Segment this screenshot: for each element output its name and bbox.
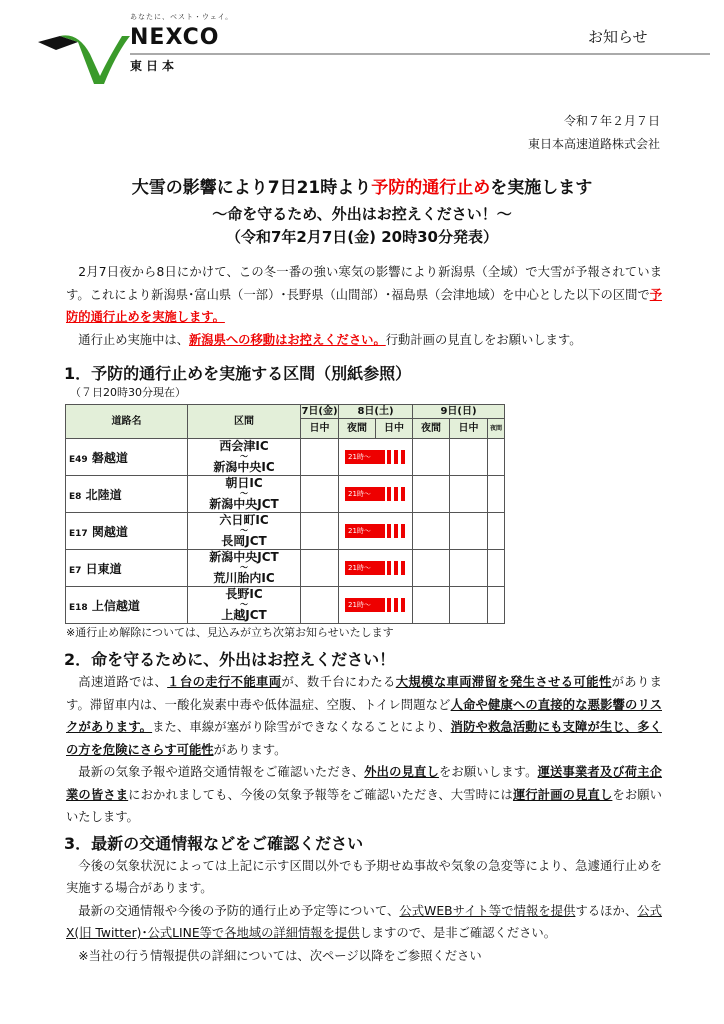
- closure-tick: [387, 450, 391, 464]
- as-of-note: （７日20時30分現在）: [70, 386, 186, 399]
- closure-tick: [394, 524, 398, 538]
- section-from: 朝日IC: [225, 476, 263, 490]
- table-row: [66, 513, 505, 550]
- title-highlight: 予防的通行止め: [371, 178, 491, 198]
- table-row: [66, 587, 505, 624]
- subtitle-line2: （令和7年2月7日(金) 20時30分発表）: [226, 228, 498, 246]
- section-cell: [188, 587, 301, 624]
- emphasized-text: 新潟県への移動はお控えください。: [188, 332, 386, 347]
- section3-paragraph: [66, 945, 662, 968]
- period-cell: [413, 439, 450, 476]
- body-text: また、車線が塞がり除雪ができなくなることにより、: [152, 720, 451, 734]
- intro-paragraph: [66, 261, 662, 329]
- section-cell: [188, 476, 301, 513]
- closure-tick: [401, 524, 405, 538]
- section-from: 六日町IC: [219, 513, 269, 527]
- closure-bar: 21時～: [345, 561, 385, 575]
- body-text: するほか、: [575, 903, 638, 918]
- road-cell: [66, 476, 188, 513]
- tilde: ～: [240, 526, 248, 535]
- tilde: ～: [240, 600, 248, 609]
- period-header: 夜間: [339, 419, 376, 439]
- road-name: 日東道: [85, 561, 122, 576]
- emphasized-text: 人命や健康への直接的な悪影響のリスクがあります。: [66, 697, 662, 734]
- road-cell: [66, 439, 188, 476]
- tilde: ～: [240, 489, 248, 498]
- period-cell: [450, 476, 488, 513]
- section-to: 荒川胎内IC: [213, 571, 275, 585]
- section-cell: [188, 550, 301, 587]
- period-header: 日中: [376, 419, 413, 439]
- table-row: [66, 550, 505, 587]
- body-text: におかれましても、今後の気象予報等をご確認いただき、大雪時には: [128, 787, 513, 802]
- period-cell: [450, 439, 488, 476]
- closure-bar: 21時～: [345, 598, 385, 612]
- body-text: 行動計画の見直しをお願いします。: [385, 332, 582, 347]
- body-text: が、数千台にわたる: [281, 675, 396, 689]
- period-cell: [450, 513, 488, 550]
- emphasized-text: 外出の見直し: [364, 765, 439, 779]
- emphasized-text: 大規模な車両滞留を発生させる可能性: [395, 675, 612, 689]
- closure-tick: [387, 598, 391, 612]
- notice-label: お知らせ: [588, 28, 648, 46]
- body-text: 通行止め実施中は、: [78, 332, 189, 347]
- section-cell: [188, 439, 301, 476]
- header-rule: [130, 53, 710, 55]
- section2-paragraph: [66, 671, 662, 761]
- road-name: 北陸道: [85, 487, 122, 502]
- emphasized-text: 予防的通行止めを実施します。: [66, 287, 662, 324]
- road-code: E7: [69, 565, 82, 576]
- period-header: 日中: [450, 419, 488, 439]
- closure-tick: [401, 598, 405, 612]
- col-road: 道路名: [66, 405, 188, 439]
- closure-cell: [339, 476, 413, 513]
- logo-tagline: あなたに、ベスト・ウェイ。: [130, 13, 234, 21]
- title-pre: 大雪の影響により7日21時より: [131, 178, 372, 198]
- road-cell: [66, 550, 188, 587]
- period-cell: [301, 550, 339, 587]
- closure-cell: [339, 587, 413, 624]
- road-code: E49: [69, 454, 88, 465]
- body-text: 最新の気象予報や道路交通情報をご確認いただき、: [78, 765, 365, 779]
- tilde: ～: [240, 563, 248, 572]
- section3-heading: 3．最新の交通情報などをご確認ください: [64, 833, 364, 853]
- table-row: [66, 476, 505, 513]
- closure-tick: [394, 487, 398, 501]
- document-body: [66, 261, 662, 967]
- section-cell: [188, 513, 301, 550]
- closure-cell: [339, 439, 413, 476]
- closure-cell: [339, 513, 413, 550]
- body-text: があります。滞留車内は、一酸化炭素中毒や低体温症、空腹、トイレ問題など: [66, 675, 662, 712]
- section3-paragraph: [66, 900, 662, 945]
- period-header: 夜間: [413, 419, 450, 439]
- section-to: 上越JCT: [221, 608, 267, 622]
- period-header: 夜間: [488, 419, 505, 439]
- closure-tick: [401, 450, 405, 464]
- body-text: をお願いします。: [438, 765, 538, 779]
- subtitle-line1: ～命を守るため、外出はお控えください！～: [212, 205, 512, 223]
- logo-wordmark: NEXCO: [130, 25, 220, 50]
- body-text: があります。: [213, 742, 287, 757]
- period-cell: [413, 550, 450, 587]
- table-note: ※通行止め解除については、見込みが立ち次第お知らせいたします: [66, 626, 394, 639]
- period-cell: [488, 513, 505, 550]
- period-cell: [413, 587, 450, 624]
- period-cell: [450, 550, 488, 587]
- road-name: 上信越道: [91, 598, 140, 613]
- period-cell: [301, 439, 339, 476]
- intro-paragraph: [66, 329, 662, 352]
- body-text: 最新の交通情報や今後の予防的通行止め予定等について、: [78, 903, 400, 918]
- closure-tick: [401, 487, 405, 501]
- closure-cell: [339, 550, 413, 587]
- period-cell: [301, 587, 339, 624]
- closure-bar: 21時～: [345, 487, 385, 501]
- tilde: ～: [240, 452, 248, 461]
- emphasized-text: 消防や救急活動にも支障が生じ、多くの方を危険にさらす可能性: [66, 720, 662, 757]
- section-from: 西会津IC: [219, 439, 269, 453]
- section1-heading: 1．予防的通行止めを実施する区間（別紙参照）: [64, 364, 412, 383]
- table-row: [66, 439, 505, 476]
- road-code: E18: [69, 602, 88, 613]
- period-cell: [413, 476, 450, 513]
- closure-tick: [387, 561, 391, 575]
- day-header: 7日(金): [301, 405, 338, 417]
- section-from: 長野IC: [225, 587, 263, 601]
- section2-heading: 2．命を守るために、外出はお控えください！: [64, 650, 396, 669]
- title-post: を実施します: [490, 178, 593, 198]
- col-section: 区間: [188, 405, 301, 439]
- day-header: 9日(日): [413, 405, 505, 419]
- road-name: 関越道: [91, 524, 128, 539]
- closure-tick: [387, 487, 391, 501]
- emphasized-text: 運送事業者及び荷主企業の皆さま: [66, 765, 662, 802]
- period-cell: [413, 513, 450, 550]
- closure-tick: [387, 524, 391, 538]
- page-title: [0, 176, 724, 200]
- emphasized-text: 公式X(旧 Twitter)･公式LINE等で各地域の詳細情報を提供: [66, 903, 662, 940]
- section-to: 長岡JCT: [221, 534, 267, 548]
- closure-table: [65, 404, 505, 624]
- body-text: しますので、是非ご確認ください。: [359, 926, 557, 940]
- road-code: E17: [69, 528, 88, 539]
- emphasized-text: 運行計画の見直し: [512, 787, 613, 802]
- road-name: 磐越道: [91, 450, 128, 465]
- road-code: E8: [69, 491, 82, 502]
- closure-tick: [401, 561, 405, 575]
- day-header: 8日(土): [339, 405, 413, 419]
- closure-tick: [394, 598, 398, 612]
- emphasized-text: 公式WEBサイト等で情報を提供: [399, 903, 576, 918]
- period-cell: [488, 550, 505, 587]
- section-from: 新潟中央JCT: [209, 550, 279, 564]
- company-name: 東日本高速道路株式会社: [527, 137, 660, 151]
- closure-tick: [394, 450, 398, 464]
- closure-bar: 21時～: [345, 450, 385, 464]
- road-cell: [66, 513, 188, 550]
- release-date: 令和７年２月７日: [563, 114, 660, 128]
- body-text: 高速道路では、: [78, 675, 168, 689]
- logo-subtitle: 東日本: [130, 59, 179, 73]
- closure-bar: 21時～: [345, 524, 385, 538]
- body-text: 今後の気象状況によっては上記に示す区間以外でも予期せぬ事故や気象の急変等により、急遽通行止めを実施する場合があります。: [66, 858, 662, 895]
- section3-paragraph: [66, 855, 662, 900]
- body-text: をお願いいたします。: [66, 787, 662, 824]
- body-text: ※当社の行う情報提供の詳細については、次ページ以降をご参照ください: [78, 948, 482, 963]
- period-header: 日中: [301, 419, 339, 439]
- section-to: 新潟中央IC: [213, 460, 275, 474]
- period-cell: [488, 476, 505, 513]
- emphasized-text: １台の走行不能車両: [167, 675, 282, 689]
- period-cell: [301, 476, 339, 513]
- road-cell: [66, 587, 188, 624]
- period-cell: [301, 513, 339, 550]
- period-cell: [488, 439, 505, 476]
- period-cell: [488, 587, 505, 624]
- body-text: 2月7日夜から8日にかけて、この冬一番の強い寒気の影響により新潟県（全域）で大雪が予報されています。これにより新潟県･富山県（一部）･長野県（山間部）･福島県（会津地域）を中心とした以下の区間で: [66, 265, 662, 302]
- section-to: 新潟中央JCT: [209, 497, 279, 511]
- section2-paragraph: [66, 761, 662, 829]
- closure-tick: [394, 561, 398, 575]
- period-cell: [450, 587, 488, 624]
